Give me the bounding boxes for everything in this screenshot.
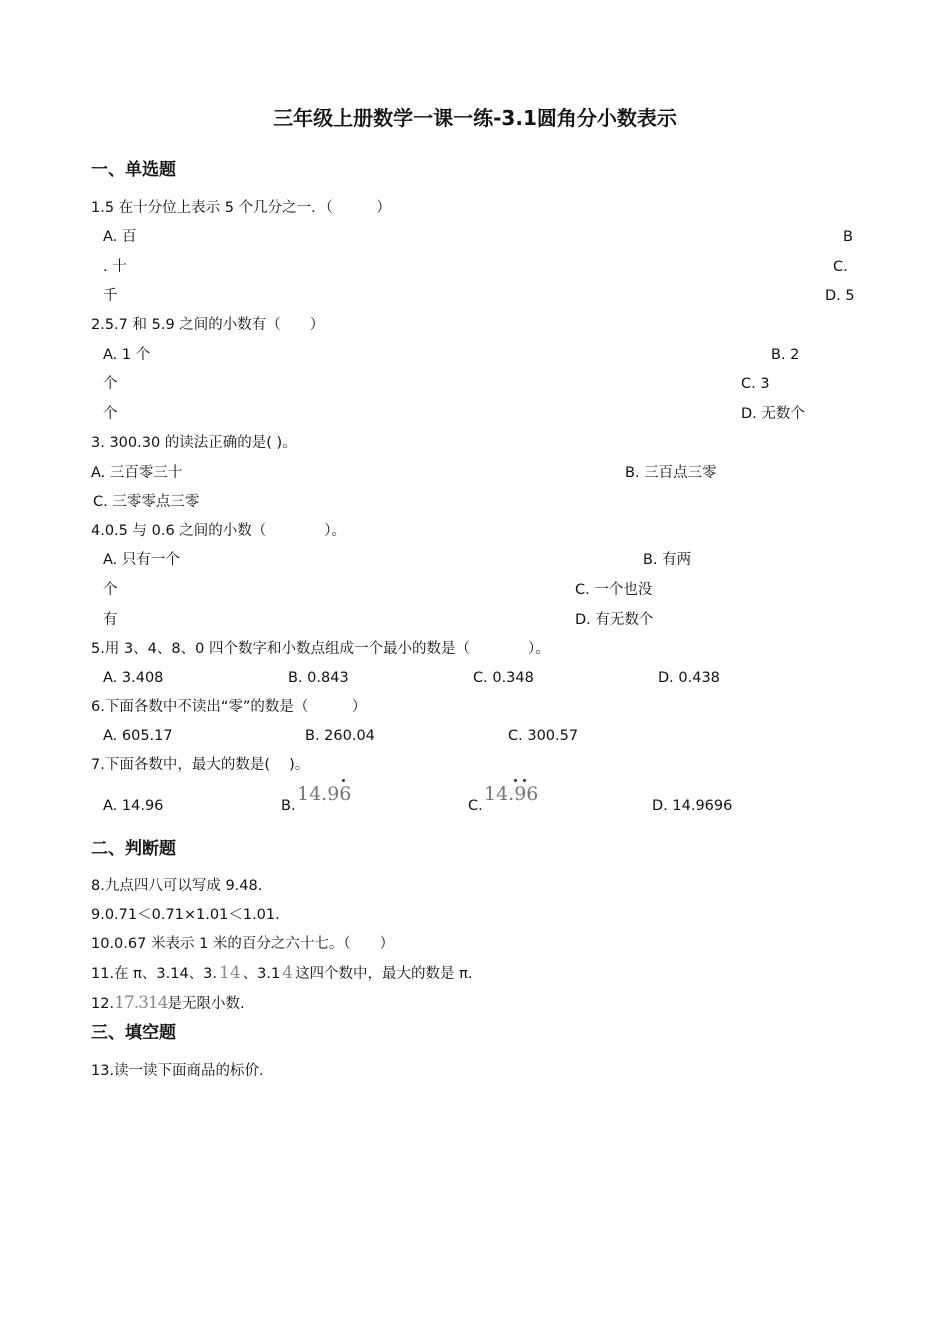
question-3-stem: 3. 300.30 的读法正确的是( )。: [91, 435, 297, 451]
question-9: 9.0.71＜0.71×1.01＜1.01.: [91, 907, 280, 923]
question-11: [91, 964, 473, 983]
question-7-stem: 7.下面各数中，最大的数是( )。: [91, 757, 310, 773]
question-11-part-2: 、3.1: [242, 966, 281, 982]
q1-option-c-cont: 千: [103, 288, 118, 304]
q1-option-c[interactable]: C.: [833, 259, 848, 275]
q7-option-a[interactable]: A. 14.96: [103, 798, 164, 814]
question-5-stem: 5.用 3、4、8、0 四个数字和小数点组成一个最小的数是（ ）。: [91, 641, 550, 657]
question-8: 8.九点四八可以写成 9.48.: [91, 878, 263, 894]
q2-option-c[interactable]: C. 3: [741, 376, 770, 392]
question-12-part-1: 12.: [91, 996, 115, 1012]
q4-option-a[interactable]: A. 只有一个: [103, 552, 180, 568]
q12-repeating-decimal-image: 17.314: [114, 993, 168, 1013]
question-11-part-3: 这四个数中，最大的数是 π.: [295, 966, 473, 982]
q3-option-a[interactable]: A. 三百零三十: [91, 465, 183, 481]
section-heading-true-false: 二、判断题: [91, 839, 176, 859]
section-heading-single-choice: 一、单选题: [91, 160, 176, 180]
q3-option-b[interactable]: B. 三百点三零: [625, 465, 717, 481]
q4-option-c-cont: 有: [103, 612, 118, 628]
q5-option-d[interactable]: D. 0.438: [658, 670, 720, 686]
section-heading-fill-blank: 三、填空题: [91, 1023, 176, 1043]
q7-option-b[interactable]: B.: [281, 798, 296, 814]
question-6-stem: 6.下面各数中不读出“零”的数是（ ）: [91, 699, 367, 715]
q5-option-b[interactable]: B. 0.843: [288, 670, 349, 686]
q4-option-b[interactable]: B. 有两: [643, 552, 692, 568]
repeating-dot-mark: [514, 779, 517, 782]
q1-option-b[interactable]: B: [843, 229, 853, 245]
q1-option-d[interactable]: D. 5: [825, 288, 855, 304]
question-10: 10.0.67 米表示 1 米的百分之六十七。（ ）: [91, 936, 395, 952]
q2-option-c-cont: 个: [103, 406, 118, 422]
q7-option-c[interactable]: C.: [468, 798, 483, 814]
q3-option-c[interactable]: C. 三零零点三零: [93, 494, 200, 510]
q2-option-d[interactable]: D. 无数个: [741, 406, 805, 422]
question-12-part-2: 是无限小数.: [167, 996, 245, 1012]
repeating-dot-mark: [523, 779, 526, 782]
repeating-dot-mark: [342, 779, 345, 782]
question-1-stem: 1.5 在十分位上表示 5 个几分之一．（ ）: [91, 200, 391, 216]
question-13: 13.读一读下面商品的标价.: [91, 1063, 264, 1079]
q2-option-b-cont: 个: [103, 376, 118, 392]
q7-option-c-repeating-decimal-image: 14.96: [484, 783, 539, 805]
q1-option-b-cont: . 十: [103, 259, 127, 275]
q7-option-b-repeating-decimal-image: 14.96: [297, 783, 352, 805]
q5-option-a[interactable]: A. 3.408: [103, 670, 164, 686]
q4-option-b-cont: 个: [103, 582, 118, 598]
q1-option-a[interactable]: A. 百: [103, 229, 137, 245]
q4-option-d[interactable]: D. 有无数个: [575, 612, 654, 628]
question-4-stem: 4.0.5 与 0.6 之间的小数（ ）。: [91, 523, 347, 539]
q6-option-c[interactable]: C. 300.57: [508, 728, 579, 744]
q7-option-d[interactable]: D. 14.9696: [652, 798, 733, 814]
q6-option-a[interactable]: A. 605.17: [103, 728, 173, 744]
q5-option-c[interactable]: C. 0.348: [473, 670, 534, 686]
q11-repeating-decimal-image-2: 4: [282, 963, 294, 983]
q11-repeating-decimal-image-1: 14: [219, 963, 241, 983]
question-2-stem: 2.5.7 和 5.9 之间的小数有（ ）: [91, 317, 325, 333]
q6-option-b[interactable]: B. 260.04: [305, 728, 375, 744]
question-11-part-1: 11.在 π、3.14、3.: [91, 966, 218, 982]
page-title: 三年级上册数学一课一练-3.1圆角分小数表示: [273, 106, 677, 130]
q4-option-c[interactable]: C. 一个也没: [575, 582, 653, 598]
question-12: [91, 994, 245, 1013]
q2-option-b[interactable]: B. 2: [771, 347, 800, 363]
q2-option-a[interactable]: A. 1 个: [103, 347, 151, 363]
